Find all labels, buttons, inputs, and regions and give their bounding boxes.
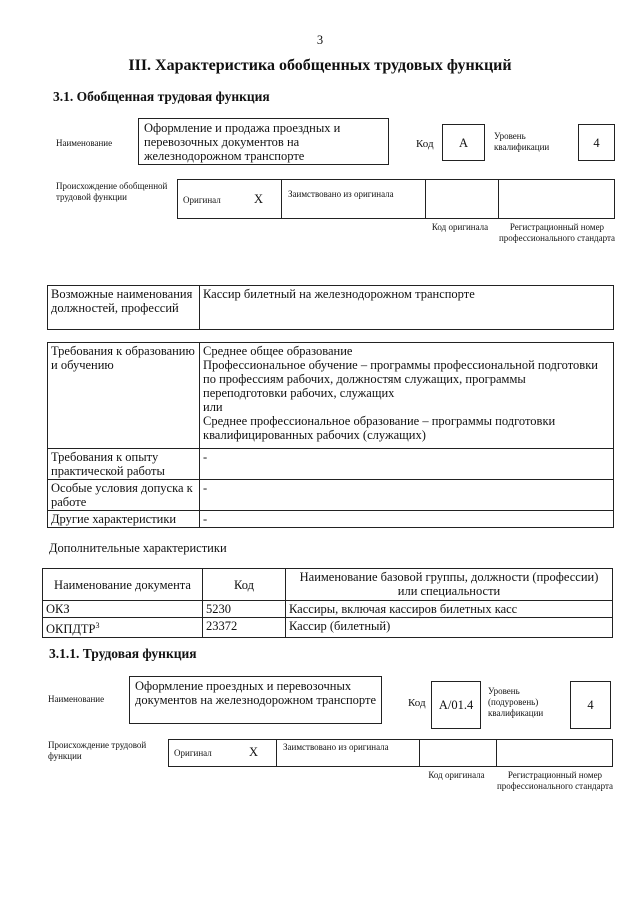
s31-original-mark: X — [254, 192, 264, 206]
s311-level-box — [570, 681, 611, 729]
additional-row-doc: ОКЗ — [43, 601, 203, 618]
req-experience-value: - — [200, 449, 614, 480]
s311-original-label: Оригинал — [174, 748, 212, 758]
additional-header-doc: Наименование документа — [43, 569, 203, 601]
req-conditions-value: - — [200, 480, 614, 511]
s311-code-original-caption: Код оригинала — [428, 770, 485, 780]
req-education-line: Среднее профессиональное образование – программы подготовки квалифицированных рабочих (служащих) — [203, 414, 556, 442]
s31-heading: 3.1. Обобщенная трудовая функция — [53, 89, 270, 104]
req-education-label: Требования к образованию и обучению — [48, 343, 200, 449]
s31-original-label: Оригинал — [183, 195, 221, 205]
req-education-value — [200, 343, 614, 449]
additional-table — [42, 568, 613, 638]
s311-origin-label: Происхождение трудовой функции — [48, 740, 147, 761]
additional-row-code: 5230 — [203, 601, 286, 618]
s31-borrowed-label: Заимствовано из оригинала — [288, 189, 394, 199]
req-conditions-label: Особые условия допуска к работе — [48, 480, 200, 511]
req-other-label: Другие характеристики — [48, 511, 200, 528]
additional-header-name: Наименование базовой группы, должности (профессии) или специальности — [286, 569, 613, 601]
s311-code-label: Код — [408, 697, 426, 709]
s311-name-box — [129, 676, 382, 724]
additional-header-code: Код — [203, 569, 286, 601]
s31-level-value: 4 — [593, 135, 600, 150]
positions-label: Возможные наименования должностей, профессий — [48, 286, 200, 330]
s311-name-label: Наименование — [48, 694, 105, 704]
s31-name-box — [138, 118, 389, 165]
requirements-table — [47, 342, 614, 528]
s31-name-value: Оформление и продажа проездных и перевозочных документов на железнодорожном транспорте — [144, 121, 341, 163]
additional-row-name: Кассиры, включая кассиров билетных касс — [286, 601, 613, 618]
s31-code-original-caption: Код оригинала — [431, 222, 489, 232]
req-other-value: - — [200, 511, 614, 528]
additional-heading: Дополнительные характеристики — [49, 541, 227, 555]
additional-row-doc-text: ОКПДТР — [46, 622, 96, 637]
s311-heading: 3.1.1. Трудовая функция — [49, 646, 197, 661]
additional-row-code: 23372 — [203, 618, 286, 638]
s311-level-value: 4 — [587, 698, 594, 712]
section-title: III. Характеристика обобщенных трудовых функций — [128, 57, 512, 74]
s31-code-box — [442, 124, 485, 161]
s31-code-value: А — [458, 135, 469, 150]
s31-level-box — [578, 124, 615, 161]
s31-level-label: Уровень квалификации — [494, 131, 550, 152]
page-number: 3 — [316, 33, 324, 47]
footnote-mark: 3 — [95, 621, 100, 630]
s31-code-label: Код — [416, 138, 434, 150]
s31-name-label: Наименование — [56, 138, 113, 148]
positions-table — [47, 285, 614, 330]
s311-code-value: A/01.4 — [438, 698, 474, 712]
s31-origin-label: Происхождение обобщенной трудовой функции — [56, 181, 168, 202]
positions-value: Кассир билетный на железнодорожном транспорте — [200, 286, 614, 330]
s31-origin-table — [177, 179, 615, 219]
additional-row-name: Кассир (билетный) — [286, 618, 613, 638]
additional-row-doc — [43, 618, 203, 638]
s311-reg-number-caption: Регистрационный номер профессионального стандарта — [496, 770, 614, 791]
s311-code-box — [431, 681, 481, 729]
s311-level-label: Уровень (подуровень) квалификации — [488, 686, 544, 718]
s31-reg-number-caption: Регистрационный номер профессионального стандарта — [498, 222, 616, 243]
req-education-line: Профессиональное обучение – программы профессиональной подготовки по профессиям рабочих, должностям служащих, программы переподготовки рабочих, служащих — [203, 358, 598, 400]
req-experience-label: Требования к опыту практической работы — [48, 449, 200, 480]
req-education-line: Среднее общее образование — [203, 344, 353, 358]
s311-name-value: Оформление проездных и перевозочных документов на железнодорожном транспорте — [135, 679, 377, 707]
s311-origin-table — [168, 739, 613, 767]
s311-original-mark: X — [249, 745, 259, 759]
s311-borrowed-label: Заимствовано из оригинала — [283, 742, 389, 752]
req-education-line: или — [203, 400, 223, 414]
